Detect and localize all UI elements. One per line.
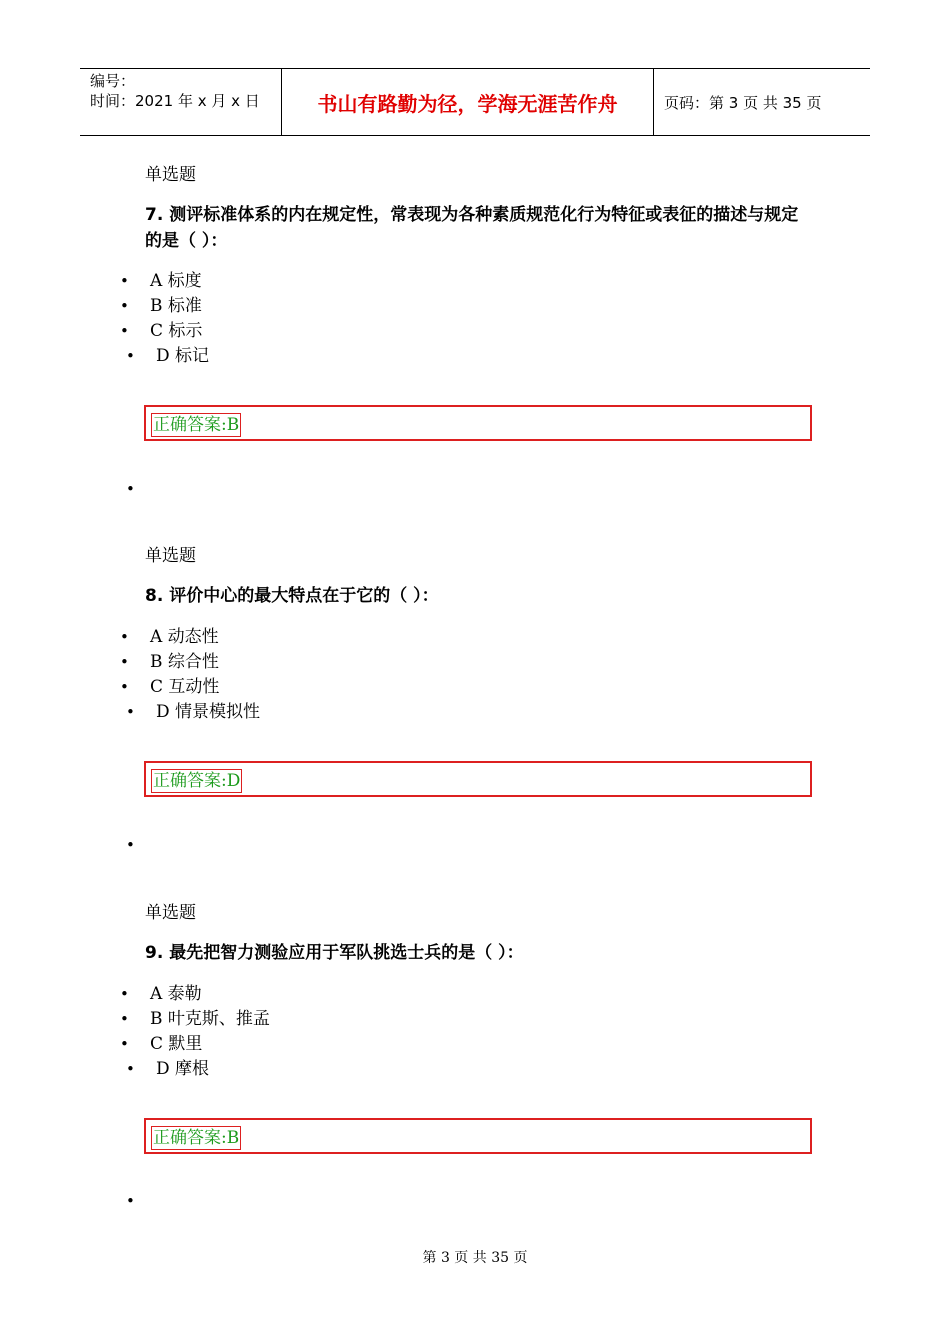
option-item[interactable]: • B 叶克斯、推孟 [118,1007,270,1032]
time-label: 时间：2021 年 x 月 x 日 [90,92,260,110]
option-list [118,982,270,1082]
option-item[interactable]: • A 标度 [118,269,209,294]
number-label: 编号： [90,72,136,90]
empty-bullet: • [126,480,135,498]
question-title: 9. 最先把智力测验应用于军队挑选士兵的是（ ）： [145,943,524,963]
empty-bullet: • [126,836,135,854]
header-motto: 书山有路勤为径，学海无涯苦作舟 [281,69,654,135]
question-type: 单选题 [145,165,196,185]
header-page-info: 页码：第 3 页 共 35 页 [664,93,822,112]
question-type: 单选题 [145,903,196,923]
page-footer: 第 3 页 共 35 页 [422,1250,528,1266]
question-type: 单选题 [145,546,196,566]
option-item[interactable]: • A 动态性 [118,625,260,650]
answer-box [144,1118,812,1154]
answer-text: 正确答案:D [153,771,241,791]
header-meta [80,69,281,135]
option-item[interactable]: • C 默里 [118,1032,270,1057]
answer-text: 正确答案:B [153,415,240,435]
option-list [118,269,209,369]
option-item[interactable]: • A 泰勒 [118,982,270,1007]
option-list [118,625,260,725]
empty-bullet: • [126,1192,135,1210]
option-item[interactable]: • D 摩根 [118,1057,270,1082]
answer-box [144,405,812,441]
option-item[interactable]: • C 互动性 [118,675,260,700]
option-item[interactable]: • B 综合性 [118,650,260,675]
option-item[interactable]: • C 标示 [118,319,209,344]
page-header [80,68,870,136]
question-title: 8. 评价中心的最大特点在于它的（ ）： [145,586,439,606]
answer-box [144,761,812,797]
answer-text: 正确答案:B [153,1128,240,1148]
option-item[interactable]: • D 标记 [118,344,209,369]
question-title: 7. 测评标准体系的内在规定性，常表现为各种素质规范化行为特征或表征的描述与规定的是（ ）： [145,205,799,251]
option-item[interactable]: • B 标准 [118,294,209,319]
option-item[interactable]: • D 情景模拟性 [118,700,260,725]
